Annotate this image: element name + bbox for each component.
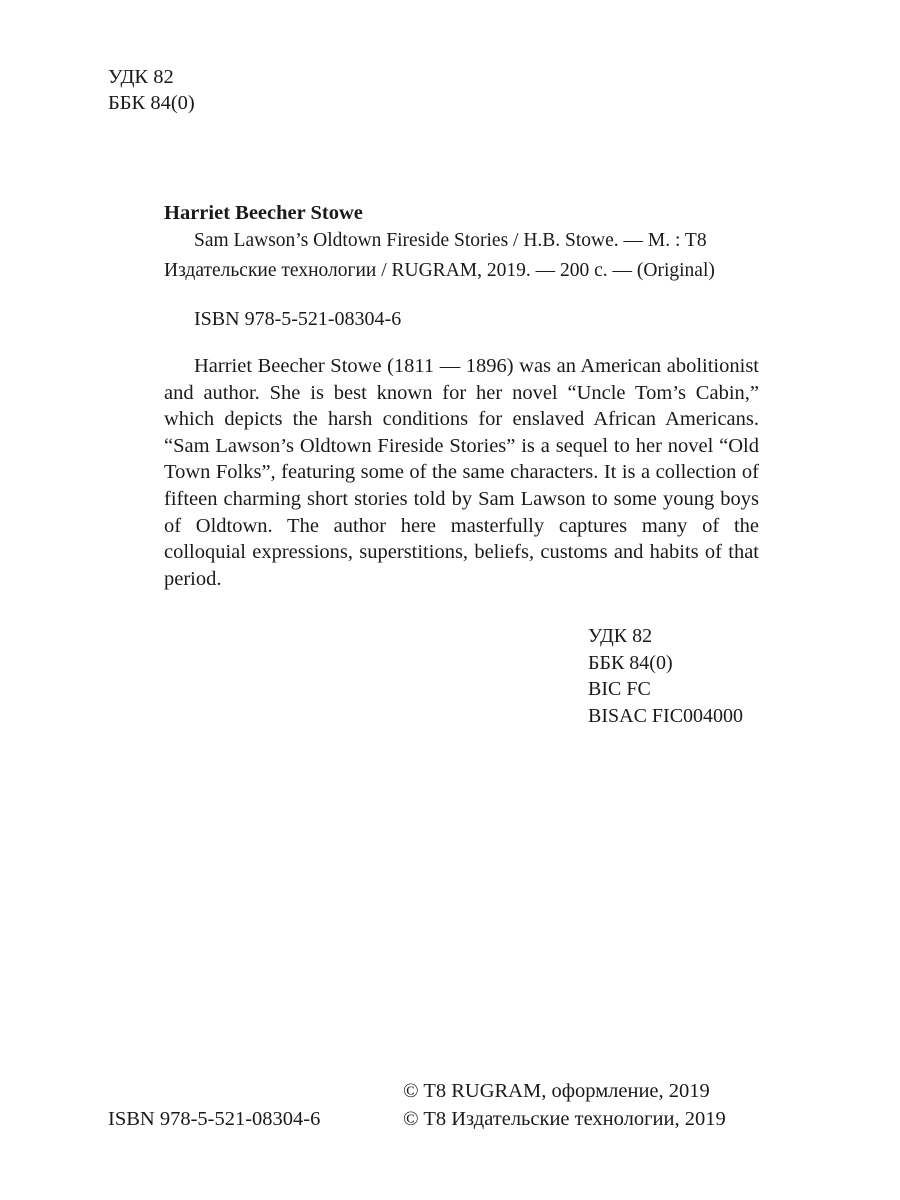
isbn-footer: ISBN 978-5-521-08304-6: [108, 1108, 321, 1130]
bisac-code: BISAC FIC004000: [588, 704, 744, 727]
author-name: Harriet Beecher Stowe: [164, 202, 363, 224]
copyright-block: [403, 1077, 726, 1133]
bbk-code: ББК 84(0): [588, 651, 673, 674]
citation-line-1: Sam Lawson’s Oldtown Fireside Stories / H.B. Stowe. — M. : T8: [194, 230, 707, 251]
udk-code: УДК 82: [588, 625, 653, 647]
copyright-design: © T8 RUGRAM, оформление, 2019: [403, 1080, 710, 1102]
udk-code-top: УДК 82: [108, 66, 174, 88]
book-description: Harriet Beecher Stowe (1811 — 1896) was an American abolitionist and author. She is best known for her novel “Uncle Tom’s Cabin,” which depicts the harsh conditions for enslaved African Americans. “Sam Lawson’s Oldtown Fireside Stories” is a sequel to her novel “Old Town Folks”, featuring some of the same characters. It is a collection of fifteen charming short stories told by Sam Lawson to some young boys of Oldtown. The author here masterfully captures many of the colloquial expressions, superstitions, beliefs, customs and habits of that period.: [164, 355, 759, 590]
classification-codes: [588, 623, 743, 729]
classification-top: [108, 64, 195, 116]
bic-code: BIC FC: [588, 678, 651, 700]
citation-line-2: Издательские технологии / RUGRAM, 2019. — 200 с. — (Original): [164, 260, 715, 281]
bbk-code-top: ББК 84(0): [108, 92, 195, 114]
isbn-record: ISBN 978-5-521-08304-6: [194, 308, 402, 330]
copyright-publisher: © T8 Издательские технологии, 2019: [403, 1108, 726, 1130]
bibliographic-record: [164, 200, 764, 286]
